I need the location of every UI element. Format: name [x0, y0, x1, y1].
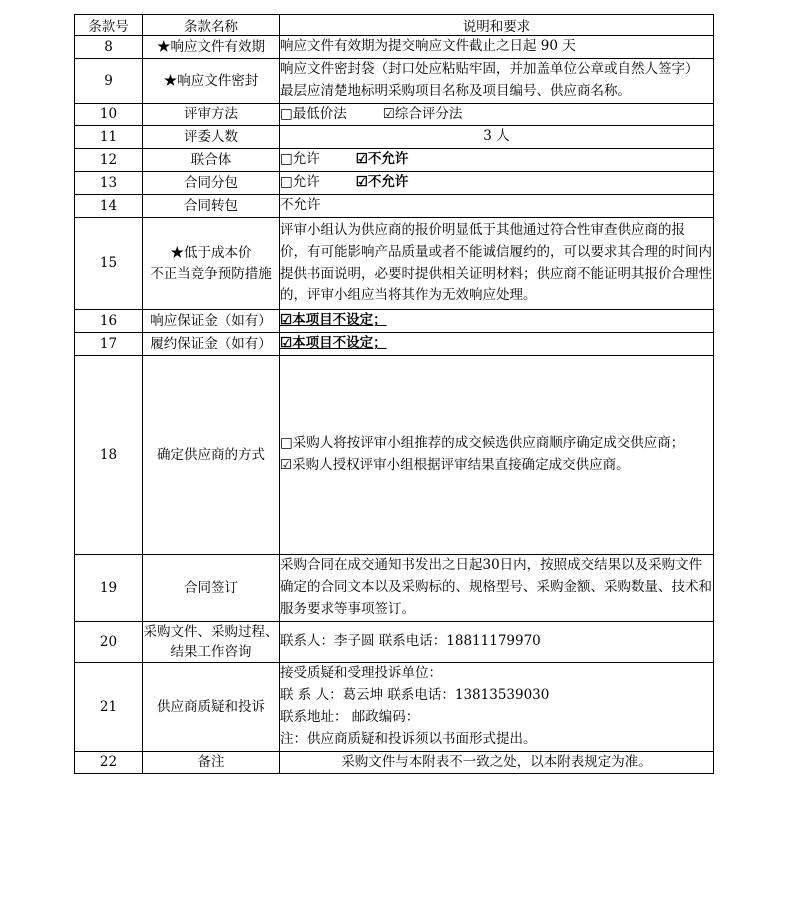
- table-row: [75, 149, 714, 172]
- clause-desc: [280, 195, 714, 218]
- checkbox-option-lowest-price[interactable]: □最低价法: [280, 105, 347, 122]
- desc-line: 的，评审小组应当将其作为无效响应处理。: [280, 287, 537, 304]
- table-row: [75, 58, 714, 103]
- table-row: [75, 172, 714, 195]
- table-row: [75, 751, 714, 774]
- clause-no: 22: [75, 751, 143, 774]
- clause-name: 合同转包: [143, 195, 280, 218]
- clause-name: 确定供应商的方式: [143, 356, 280, 555]
- table-row: [75, 217, 714, 309]
- desc-line: 响应文件有效期为提交响应文件截止之日起 90 天: [280, 38, 576, 54]
- clause-desc: [280, 149, 714, 172]
- desc-line: 评审小组认为供应商的报价明显低于其他通过符合性审查供应商的报: [280, 221, 685, 238]
- clause-no: 18: [75, 356, 143, 555]
- desc-line: 3 人: [483, 128, 510, 145]
- desc-line: 采购文件与本附表不一致之处，以本附表规定为准。: [341, 753, 652, 770]
- clause-name: 合同签订: [143, 555, 280, 622]
- clause-desc: [280, 663, 714, 751]
- clause-desc: [280, 310, 714, 333]
- clause-desc: [280, 58, 714, 103]
- table-row: [75, 195, 714, 218]
- desc-line: 确定的合同文本以及采购标的、规格型号、采购金额、采购数量、技术和: [280, 578, 712, 595]
- desc-note: 注：供应商质疑和投诉须以书面形式提出。: [280, 730, 537, 747]
- desc-line: 价，有可能影响产品质量或者不能诚信履约的，可以要求其合理的时间内: [280, 243, 712, 260]
- clause-desc: [280, 356, 714, 555]
- desc-line: 服务要求等事项签订。: [280, 600, 415, 617]
- table-header-row: [75, 15, 714, 36]
- clause-no: 14: [75, 195, 143, 218]
- clause-desc: [280, 751, 714, 774]
- table-row: [75, 333, 714, 356]
- table-row: [75, 621, 714, 663]
- desc-line: 接受质疑和受理投诉单位：: [280, 665, 442, 682]
- clause-name: 供应商质疑和投诉: [143, 663, 280, 751]
- clause-name: 合同分包: [143, 172, 280, 195]
- desc-line: ☑本项目不设定；: [280, 335, 387, 352]
- clause-no: 9: [75, 58, 143, 103]
- checkbox-option-recommended-order[interactable]: □采购人将按评审小组推荐的成交候选供应商顺序确定成交供应商；: [280, 435, 685, 452]
- clause-name-line: 不正当竞争预防措施: [150, 265, 272, 282]
- checkbox-option-allow[interactable]: □允许: [280, 174, 320, 191]
- clause-name: [143, 217, 280, 309]
- clause-name: 联合体: [143, 149, 280, 172]
- desc-line: ☑本项目不设定；: [280, 312, 387, 329]
- table-row: [75, 36, 714, 59]
- table-row: [75, 310, 714, 333]
- clause-desc: [280, 172, 714, 195]
- desc-line: 最层应清楚地标明采购项目名称及项目编号、供应商名称。: [280, 82, 631, 99]
- contact-person: 联 系 人：葛云坤 联系电话：13813539030: [280, 686, 550, 703]
- checkbox-option-direct-determination[interactable]: ☑采购人授权评审小组根据评审结果直接确定成交供应商。: [280, 457, 630, 474]
- clause-name: 评委人数: [143, 126, 280, 149]
- clause-no: 15: [75, 217, 143, 309]
- checkbox-option-comprehensive-score[interactable]: ☑综合评分法: [382, 105, 463, 122]
- bid-terms-table: [74, 14, 714, 774]
- clause-no: 21: [75, 663, 143, 751]
- desc-line: 响应文件密封袋（封口处应粘贴牢固，并加盖单位公章或自然人签字）: [280, 60, 699, 77]
- clause-no: 8: [75, 36, 143, 59]
- clause-desc: [280, 333, 714, 356]
- header-clause-no: 条款号: [75, 15, 143, 36]
- clause-name-line: 结果工作咨询: [170, 643, 252, 660]
- header-description: 说明和要求: [280, 15, 714, 36]
- clause-desc: [280, 103, 714, 126]
- table-row: [75, 103, 714, 126]
- checkbox-option-not-allow[interactable]: ☑不允许: [355, 151, 409, 168]
- table-row: [75, 356, 714, 555]
- clause-desc: [280, 621, 714, 663]
- clause-name: 履约保证金（如有）: [143, 333, 280, 356]
- clause-name: 评审方法: [143, 103, 280, 126]
- clause-desc: [280, 217, 714, 309]
- clause-name: ★响应文件有效期: [143, 36, 280, 59]
- clause-no: 17: [75, 333, 143, 356]
- table-row: [75, 663, 714, 751]
- desc-line: 采购合同在成交通知书发出之日起30日内，按照成交结果以及采购文件: [280, 557, 703, 574]
- clause-desc: [280, 36, 714, 59]
- clause-no: 20: [75, 621, 143, 663]
- clause-desc: [280, 126, 714, 149]
- contact-info: 联系人：李子圆 联系电话：18811179970: [280, 632, 541, 649]
- clause-name: 响应保证金（如有）: [143, 310, 280, 333]
- clause-name: 备注: [143, 751, 280, 774]
- desc-line: 不允许: [280, 197, 321, 214]
- clause-no: 12: [75, 149, 143, 172]
- clause-no: 13: [75, 172, 143, 195]
- clause-no: 16: [75, 310, 143, 333]
- clause-no: 19: [75, 555, 143, 622]
- table-row: [75, 555, 714, 622]
- header-clause-name: 条款名称: [143, 15, 280, 36]
- clause-no: 11: [75, 126, 143, 149]
- clause-desc: [280, 555, 714, 622]
- contact-address: 联系地址： 邮政编码：: [280, 708, 420, 725]
- clause-name: ★响应文件密封: [143, 58, 280, 103]
- clause-name-line: ★低于成本价: [170, 245, 252, 262]
- checkbox-option-allow[interactable]: □允许: [280, 151, 320, 168]
- clause-name-line: 采购文件、采购过程、: [143, 623, 279, 640]
- table-row: [75, 126, 714, 149]
- checkbox-option-not-allow[interactable]: ☑不允许: [355, 174, 409, 191]
- desc-line: 提供书面说明，必要时提供相关证明材料；供应商不能证明其报价合理性: [280, 265, 712, 282]
- clause-no: 10: [75, 103, 143, 126]
- clause-name: [143, 621, 280, 663]
